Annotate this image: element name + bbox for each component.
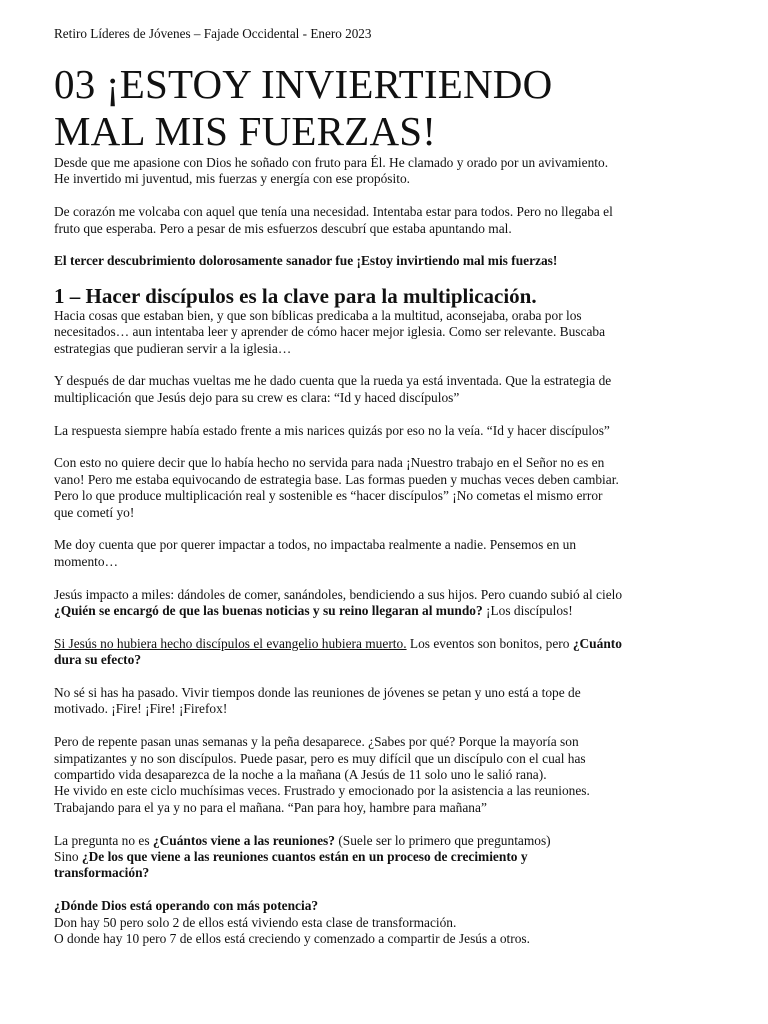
text-line: De corazón me volcaba con aquel que tenía una necesidad. Intentaba estar para todos. Pero no llegaba el (54, 204, 613, 220)
bold-question: ¿Dónde Dios está operando con más potencia? (54, 898, 319, 914)
text-line: He vivido en este ciclo muchísimas veces. Frustrado y emocionado por la asistencia a las reuniones. (54, 783, 590, 799)
section-heading: 1 – Hacer discípulos es la clave para la multiplicación. (54, 283, 537, 308)
text-line: El tercer descubrimiento dolorosamente sanador fue ¡Estoy invirtiendo mal mis fuerzas! (54, 253, 558, 269)
section-paragraph-3 (54, 423, 714, 439)
bold-question: transformación? (54, 865, 150, 881)
text-line: Trabajando para el ya y no para el mañana. “Pan para hoy, hambre para mañana” (54, 799, 487, 815)
running-header: Retiro Líderes de Jóvenes – Fajade Occidental - Enero 2023 (54, 26, 372, 41)
intro-paragraph-1 (54, 155, 714, 188)
title-line-1: 03 ¡ESTOY INVIERTIENDO (54, 61, 553, 107)
text-line: multiplicación que Jesús dejo para su crew es clara: “Id y haced discípulos” (54, 389, 460, 405)
text-line: compartido vida desaparezca de la noche a la mañana (A Jesús de 11 solo uno le salió rana). (54, 767, 547, 783)
bold-question: dura su efecto? (54, 652, 142, 668)
text-line: Me doy cuenta que por querer impactar a todos, no impactaba realmente a nadie. Pensemos en un (54, 537, 577, 553)
section-paragraph-1 (54, 308, 714, 357)
text-line: Hacia cosas que estaban bien, y que son bíblicas predicaba a la multitud, aconsejaba, oraba por los (54, 307, 582, 323)
text-line: fruto que esperaba. Pero a pesar de mis esfuerzos descubrí que estaba apuntando mal. (54, 220, 512, 236)
text-fragment: Sino (54, 849, 82, 865)
text-line: motivado. ¡Fire! ¡Fire! ¡Firefox! (54, 701, 228, 717)
section-paragraph-4 (54, 455, 714, 521)
bold-question: ¿Cuánto (572, 635, 622, 651)
text-line: Jesús impacto a miles: dándoles de comer, sanándoles, bendiciendo a sus hijos. Pero cuando subió al cielo (54, 586, 623, 602)
text-fragment: (Suele ser lo primero que preguntamos) (334, 832, 551, 848)
text-line: Pero lo que produce multiplicación real y sostenible es “hacer discípulos” ¡No cometas el mismo error (54, 488, 603, 504)
text-line: necesitados… aun intentaba leer y aprender de cómo hacer mejor iglesia. Como ser relevante. Buscaba (54, 324, 606, 340)
text-line: Pero de repente pasan unas semanas y la peña desaparece. ¿Sabes por qué? Porque la mayoría son (54, 734, 579, 750)
text-fragment: ¡Los discípulos! (482, 603, 573, 619)
text-fragment: Los eventos son bonitos, pero (406, 635, 573, 651)
text-fragment: La pregunta no es (54, 832, 153, 848)
text-line: vano! Pero me estaba equivocando de estrategia base. Las formas pueden y muchas veces deben cambiar. (54, 471, 619, 487)
section-paragraph-11 (54, 898, 714, 947)
text-line: Desde que me apasione con Dios he soñado con fruto para Él. He clamado y orado por un avivamiento. (54, 155, 609, 170)
text-line: La respuesta siempre había estado frente a mis narices quizás por eso no la veía. “Id y hacer discípulos” (54, 422, 610, 438)
text-line: estrategias que pudieran servir a la iglesia… (54, 340, 292, 356)
text-line: momento… (54, 553, 118, 569)
title-line-2: MAL MIS FUERZAS! (54, 108, 437, 154)
document-title (54, 61, 714, 155)
text-line: No sé si has ha pasado. Vivir tiempos donde las reuniones de jóvenes se petan y uno está a tope de (54, 685, 581, 701)
text-line: Y después de dar muchas vueltas me he dado cuenta que la rueda ya está inventada. Que la estrategia de (54, 373, 612, 389)
intro-key-statement (54, 253, 714, 269)
text-line: simpatizantes y no son discípulos. Puede pasar, pero es muy difícil que un discípulo con el cual has (54, 750, 586, 766)
section-paragraph-8 (54, 685, 714, 718)
text-line: He invertido mi juventud, mis fuerzas y energía con ese propósito. (54, 171, 411, 187)
bold-question: ¿Cuántos viene a las reuniones? (152, 832, 335, 848)
text-line: O donde hay 10 pero 7 de ellos está creciendo y comenzado a compartir de Jesús a otros. (54, 931, 530, 947)
section-paragraph-5 (54, 537, 714, 570)
text-line: Con esto no quiere decir que lo había hecho no servida para nada ¡Nuestro trabajo en el Señor no es en (54, 455, 605, 471)
underlined-statement: Si Jesús no hubiera hecho discípulos el evangelio hubiera muerto. (54, 635, 407, 651)
intro-paragraph-2 (54, 204, 714, 237)
text-line: que cometí yo! (54, 504, 135, 520)
bold-question: ¿Quién se encargó de que las buenas noticias y su reino llegaran al mundo? (54, 603, 483, 619)
section-paragraph-10 (54, 833, 714, 882)
text-line: Don hay 50 pero solo 2 de ellos está viviendo esta clase de transformación. (54, 914, 457, 930)
section-paragraph-6 (54, 587, 714, 620)
section-paragraph-7 (54, 636, 714, 669)
section-paragraph-9 (54, 734, 714, 816)
bold-question: ¿De los que viene a las reuniones cuantos están en un proceso de crecimiento y (81, 849, 528, 865)
section-paragraph-2 (54, 373, 714, 406)
